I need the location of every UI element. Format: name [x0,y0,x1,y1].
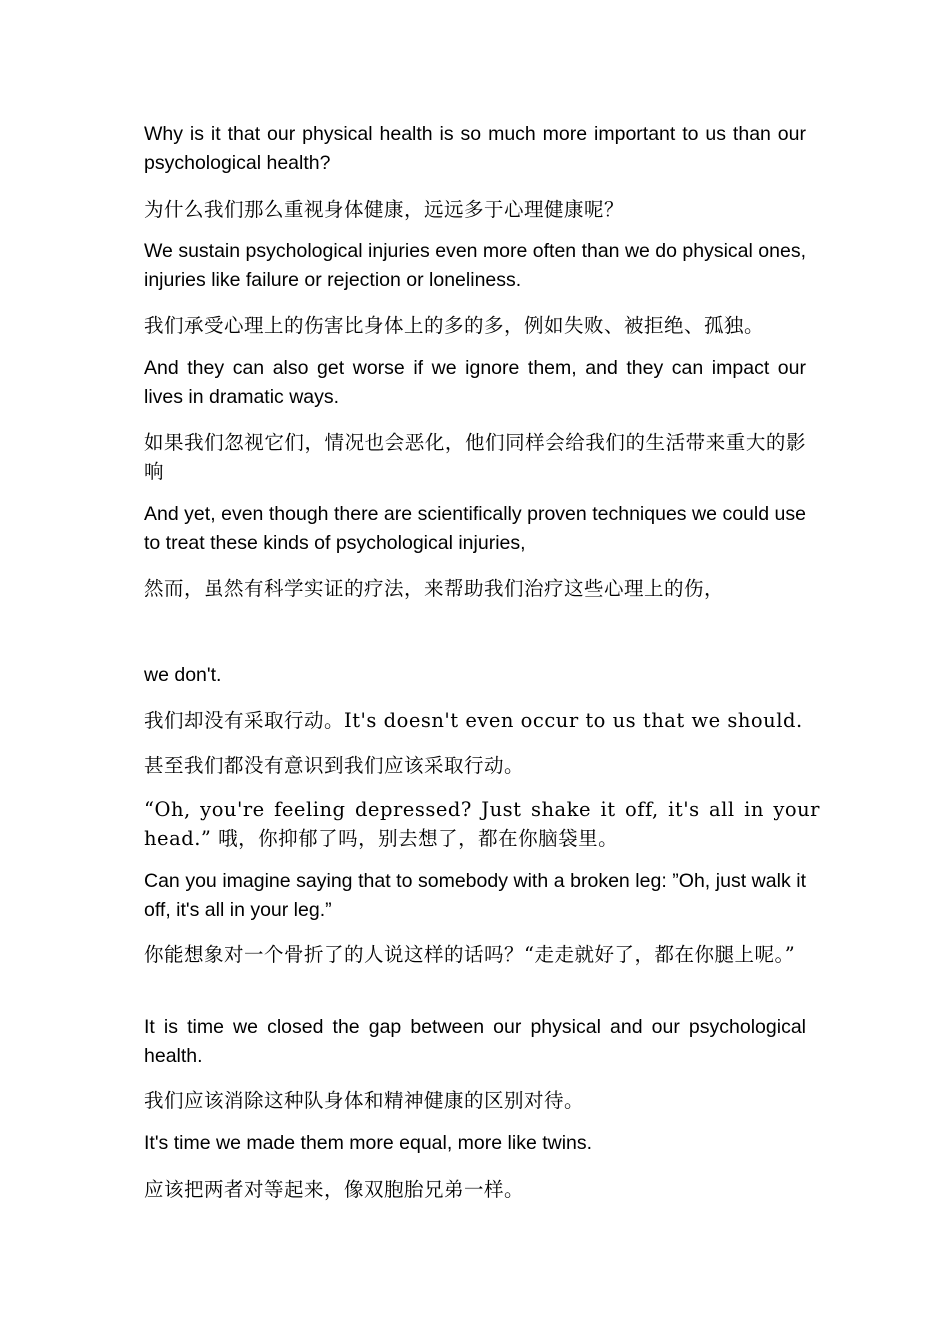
paragraph-zh-3: 如果我们忽视它们，情况也会恶化，他们同样会给我们的生活带来重大的影响 [144,431,806,483]
paragraph-zh-2: 我们承受心理上的伤害比身体上的多的多，例如失败、被拒绝、孤独。 [144,314,765,337]
paragraph-en-4: And yet, even though there are scientifically proven techniques we could use to treat these kinds of psychological injuries, [144,503,806,554]
paragraph-en-3: And they can also get worse if we ignore them, and they can impact our lives in dramatic ways. [144,357,806,408]
paragraph-en-1: Why is it that our physical health is so much more important to us than our psychological health? [144,123,806,174]
paragraph-mixed-1: 我们却没有采取行动。It's doesn't even occur to us that we should. [144,709,803,732]
paragraph-zh-6: 你能想象对一个骨折了的人说这样的话吗？“走走就好了，都在你腿上呢。” [144,943,796,966]
paragraph-en-6: Can you imagine saying that to somebody with a broken leg: ”Oh, just walk it off, it's all in your leg.” [144,870,806,921]
paragraph-en-5: we don't. [144,664,222,686]
paragraph-zh-8: 应该把两者对等起来，像双胞胎兄弟一样。 [144,1178,525,1201]
paragraph-en-7: It is time we closed the gap between our physical and our psychological health. [144,1016,806,1067]
paragraph-en-8: It's time we made them more equal, more like twins. [144,1132,593,1154]
paragraph-zh-5: 甚至我们都没有意识到我们应该采取行动。 [144,754,525,777]
paragraph-zh-7: 我们应该消除这种队身体和精神健康的区别对待。 [144,1089,585,1112]
paragraph-zh-1: 为什么我们那么重视身体健康，远远多于心理健康呢？ [144,198,625,221]
paragraph-mixed-2: “Oh, you're feeling depressed? Just shake it off, it's all in your head.” 哦，你抑郁了吗，别去想了，都在你脑袋里。 [144,798,820,850]
paragraph-en-2: We sustain psychological injuries even more often than we do physical ones, injuries like failure or rejection or loneliness. [144,240,806,291]
paragraph-zh-4: 然而，虽然有科学实证的疗法，来帮助我们治疗这些心理上的伤， [144,577,725,600]
